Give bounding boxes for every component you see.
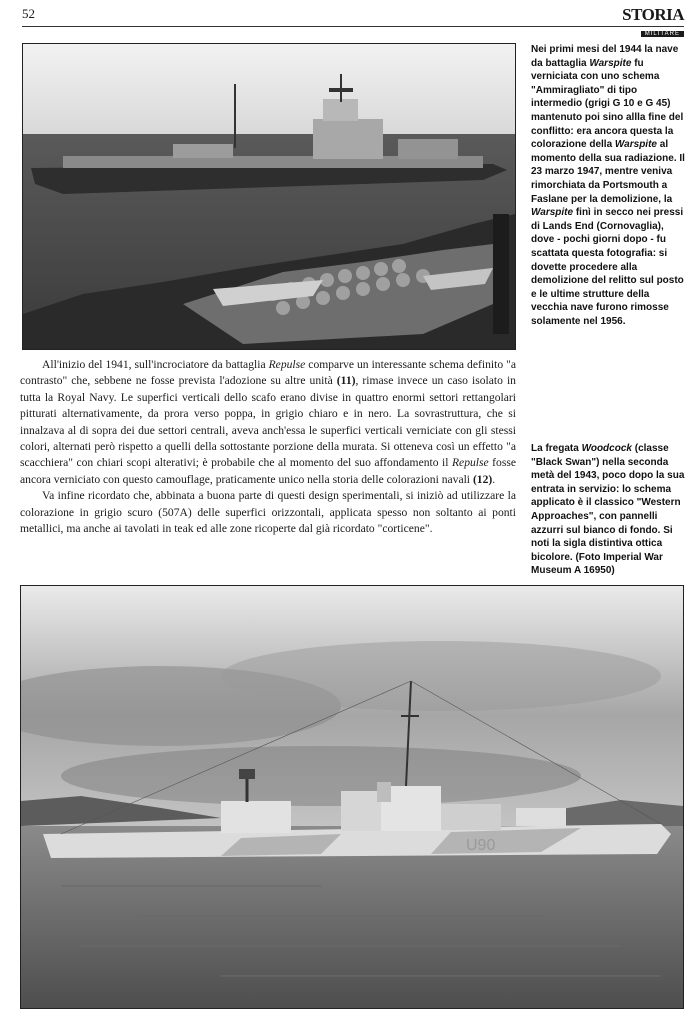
text-run: fu verniciata con uno schema "Ammiragliato" di tipo intermedio (grigi G 10 e G 45) mantenuto poi sino allla fine del conflitto: era ancora questa la colorazione della xyxy=(531,57,684,151)
header-rule xyxy=(22,26,684,27)
article-paragraph xyxy=(20,357,516,488)
text-run: comparve un interessante schema definito "a contrasto" che, sebbene ne fosse prevista l'adozione su altre unità xyxy=(20,358,516,388)
italic-text: Repulse xyxy=(451,456,489,470)
article-body xyxy=(20,357,516,537)
logo-sub: MILITARE xyxy=(641,31,684,37)
text-run: Nei primi mesi del 1944 la nave da battaglia xyxy=(531,44,679,69)
note-reference: (11) xyxy=(336,374,356,388)
warspite-caption xyxy=(531,43,686,328)
note-reference: (12) xyxy=(472,472,493,486)
text-run: , rimase invece un caso isolato in tutta la Royal Navy. Le superfici verticali dello scafo erano divise in quattro enormi settori rettangolari pitturati alternativamente, da prora verso poppa, in grigio chiaro e in nero. La sovrastruttura, che si innalzava al di sopra dei due settori centrali, aveva anch'essa le superfici verticali verniciate con gli stessi colori, alternati però rispetto a quelli della sottostante porzione della murata. Si otteneva così un effetto "a scacchiera" con chiari scopi alterativi; è probabile che al momento del suo affondamento il xyxy=(20,374,516,470)
article-paragraph xyxy=(20,488,516,537)
italic-text: Warspite xyxy=(614,139,657,151)
text-run: al momento della sua radiazione. Il 23 marzo 1947, mentre veniva rimorchiata da Portsmouth a Faslane per la demolizione, la xyxy=(531,139,685,205)
italic-text: Repulse xyxy=(268,358,306,371)
warspite-photo xyxy=(22,43,516,350)
text-run: (classe "Black Swan") nella seconda metà del 1943, poco dopo la sua entrata in servizio: lo schema applicato è il classico "Western Approaches", con pannelli azzurri sul bianco di fondo. Si noti la sigla distintiva ottica bicolore. (Foto Imperial War Museum A 16950) xyxy=(531,443,685,577)
svg-text:U90: U90 xyxy=(466,837,496,854)
text-run: Va infine ricordato che, abbinata a buona parte di questi design sperimentali, si iniziò ad utilizzare la colorazione in grigio scuro (507A) delle superfici orizzontali, applicata spesso non soltanto ai ponti metallici, ma anche ai tavolati in teak ed alle zone ricoperte dal già ricordato "corticene". xyxy=(20,489,516,536)
woodcock-caption xyxy=(531,442,686,578)
text-run: fosse ancora verniciato con questo camouflage, praticamente unico nella storia delle colorazioni navali xyxy=(20,456,516,486)
text-run: All'inizio del 1941, sull'incrociatore da battaglia xyxy=(42,358,269,371)
woodcock-photo xyxy=(20,585,684,1009)
page-number: 52 xyxy=(22,6,35,21)
text-run: . xyxy=(492,472,496,486)
magazine-logo xyxy=(622,6,684,39)
text-run: finì in secco nei pressi di Lands End (Cornovaglia), dove - pochi giorni dopo - fu scattata questa fotografia: si dovette procedere alla demolizione del relitto sul posto e le ultime strutture della vecchia nave furono rimosse solamente nel 1956. xyxy=(531,207,684,327)
logo-brand: STORIA xyxy=(622,5,684,24)
text-run: La fregata xyxy=(531,443,582,454)
italic-text: Warspite xyxy=(531,207,574,219)
italic-text: Woodcock xyxy=(581,443,632,454)
italic-text: Warspite xyxy=(589,57,632,69)
